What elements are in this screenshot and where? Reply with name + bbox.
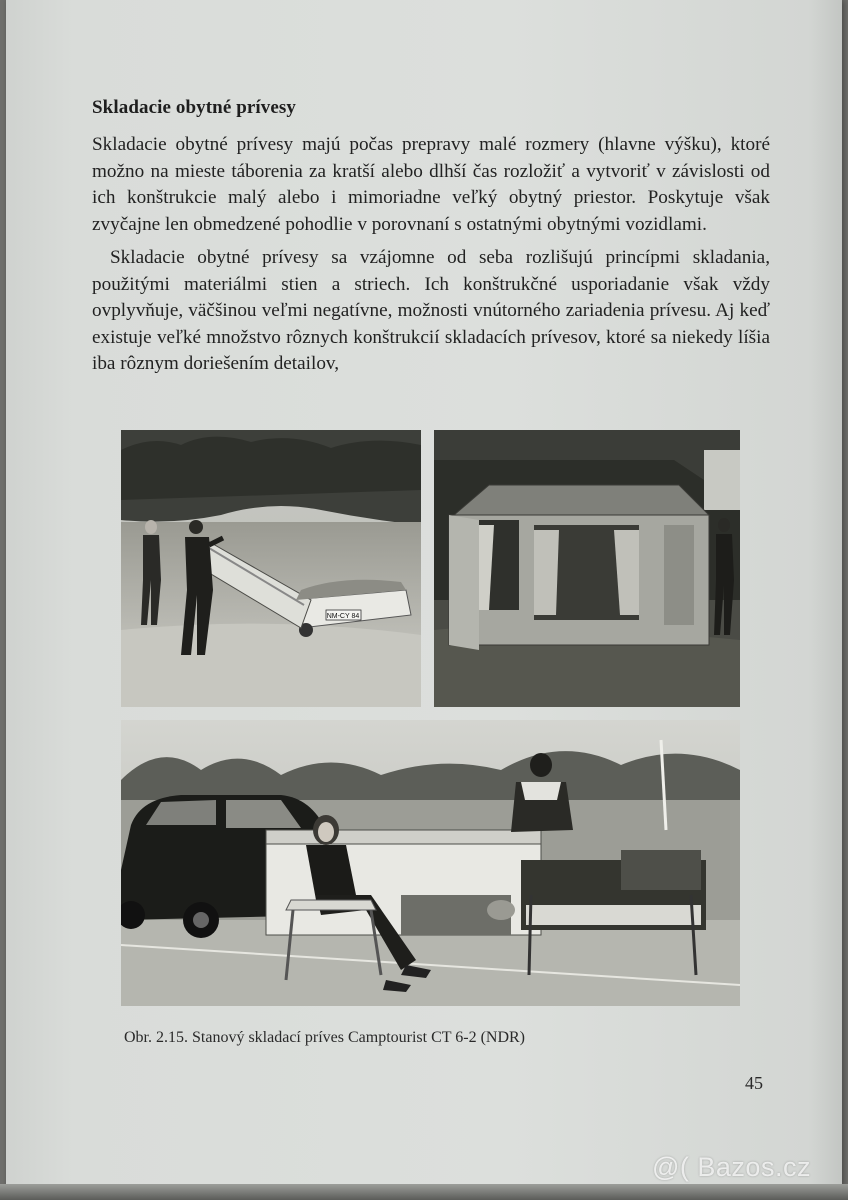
section-heading: Skladacie obytné prívesy: [92, 97, 297, 118]
photo-car-and-trailer: [121, 720, 740, 1006]
photo-tent-erected: [434, 430, 740, 707]
page-edge: [0, 1184, 848, 1200]
license-plate: NM-CY 84: [326, 613, 360, 620]
book-page: [6, 0, 842, 1188]
body-text: [92, 132, 770, 385]
watermark: @( Bazos.cz: [652, 1152, 811, 1182]
photo-trailer-unfolding: [121, 430, 421, 707]
paragraph-2: Skladacie obytné prívesy sa vzájomne od seba rozlišujú princípmi skladania, použitými materiálmi stien a striech. Ich konštrukčné usporiadanie však vždy ovplyvňuje, väčšinou veľmi negatívne, možnosti vnútorného zariadenia prívesu. Aj keď existuje veľké množstvo rôznych konštrukcií skladacích prívesov, ktoré sa niekedy líšia iba rôznym doriešením detailov,: [92, 247, 770, 374]
figure-caption: Obr. 2.15. Stanový skladací príves Camptourist CT 6-2 (NDR): [124, 1029, 525, 1046]
paragraph-1: Skladacie obytné prívesy majú počas prepravy malé rozmery (hlavne výšku), ktoré možno na mieste táborenia za kratší alebo dlhší čas rozložiť a vytvoriť v závislosti od ich konštrukcie malý alebo i mimoriadne veľký obytný priestor. Poskytuje však zvyčajne len obmedzené pohodlie v porovnaní s ostatnými obytnými vozidlami.: [92, 134, 770, 235]
page-number: 45: [745, 1073, 763, 1093]
